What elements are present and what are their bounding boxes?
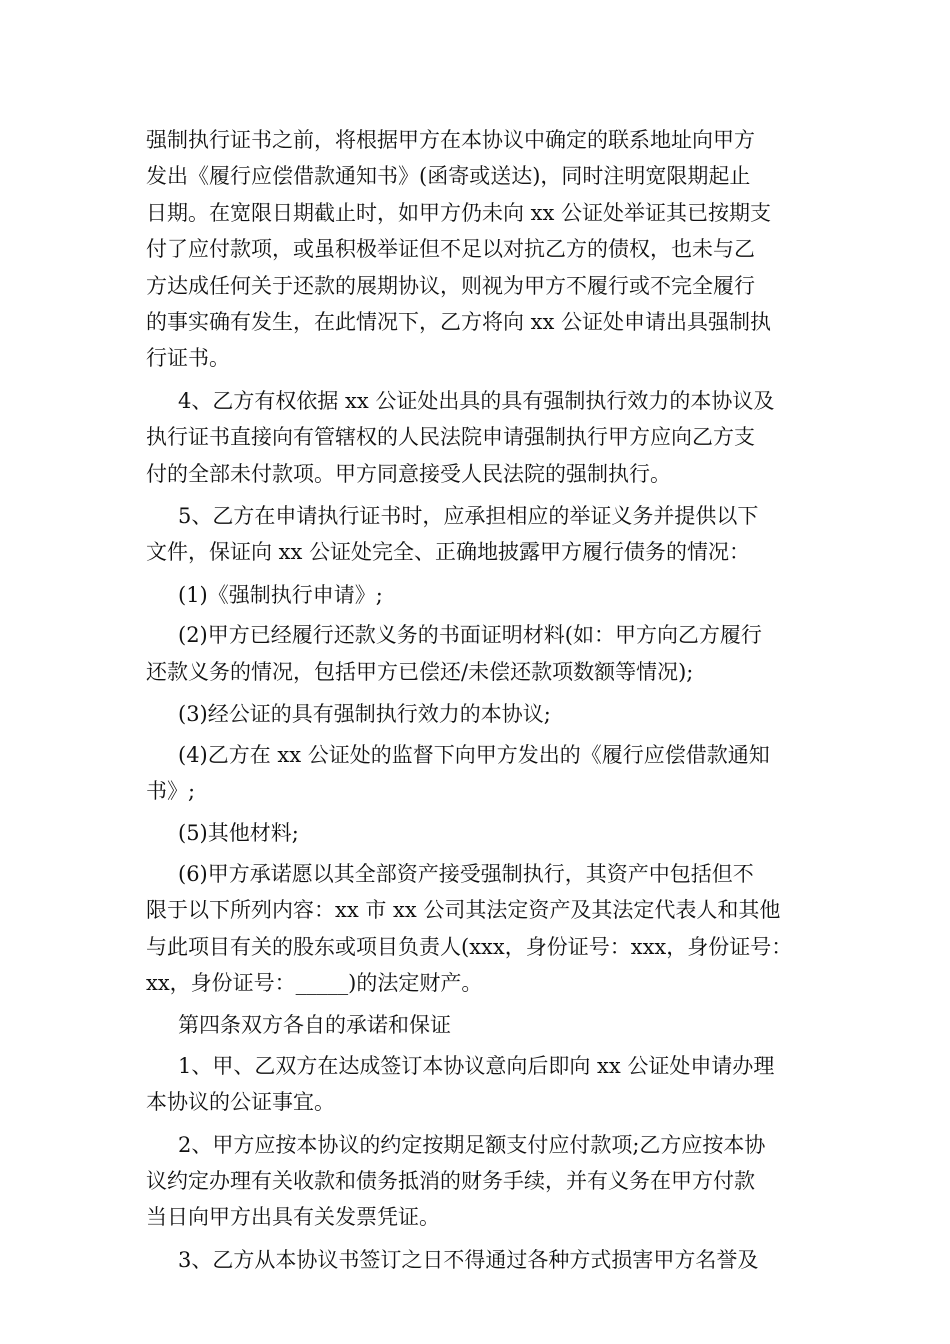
text-line: 日期。在宽限日期截止时，如甲方仍未向 xx 公证处举证其已按期支: [146, 200, 772, 225]
text-line: (5)其他材料;: [178, 821, 299, 846]
text-line: 的事实确有发生，在此情况下，乙方将向 xx 公证处申请出具强制执: [146, 310, 772, 335]
paragraph: [146, 383, 814, 492]
paragraph: [146, 737, 814, 810]
text-line: 书》;: [146, 778, 196, 803]
paragraph: [146, 122, 814, 377]
text-line: 执行证书直接向有管辖权的人民法院申请强制执行甲方应向乙方支: [146, 425, 755, 450]
text-line: (3)经公证的具有强制执行效力的本协议;: [178, 702, 551, 727]
paragraph: [146, 577, 814, 613]
text-line: 方达成任何关于还款的展期协议，则视为甲方不履行或不完全履行: [146, 273, 755, 298]
text-line: 与此项目有关的股东或项目负责人(xxx，身份证号：xxx，身份证号：: [146, 934, 793, 959]
paragraph: [146, 856, 814, 1002]
text-line: 1、甲、乙双方在达成签订本协议意向后即向 xx 公证处申请办理: [178, 1053, 775, 1078]
text-line: 本协议的公证事宜。: [146, 1090, 335, 1115]
paragraph: [146, 1127, 814, 1236]
text-line: 2、甲方应按本协议的约定按期足额支付应付款项;乙方应按本协: [178, 1132, 766, 1157]
paragraph: [146, 617, 814, 690]
text-line: 第四条双方各自的承诺和保证: [178, 1013, 451, 1038]
text-line: 4、乙方有权依据 xx 公证处出具的具有强制执行效力的本协议及: [178, 388, 775, 413]
text-line: 限于以下所列内容：xx 市 xx 公司其法定资产及其法定代表人和其他: [146, 898, 781, 923]
document-body: [146, 122, 814, 1278]
text-line: (6)甲方承诺愿以其全部资产接受强制执行，其资产中包括但不: [178, 861, 754, 886]
paragraph: [146, 498, 814, 571]
paragraph: [146, 1007, 814, 1043]
paragraph: [146, 696, 814, 732]
text-line: 发出《履行应偿借款通知书》(函寄或送达)，同时注明宽限期起止: [146, 164, 751, 189]
text-line: (2)甲方已经履行还款义务的书面证明材料(如：甲方向乙方履行: [178, 623, 762, 648]
paragraph: [146, 815, 814, 851]
text-line: 强制执行证书之前，将根据甲方在本协议中确定的联系地址向甲方: [146, 128, 755, 152]
paragraph: [146, 1242, 814, 1278]
text-line: 3、乙方从本协议书签订之日不得通过各种方式损害甲方名誉及: [178, 1247, 759, 1272]
text-line: 行证书。: [146, 346, 230, 371]
text-line: 文件，保证向 xx 公证处完全、正确地披露甲方履行债务的情况：: [146, 540, 751, 565]
text-line: (4)乙方在 xx 公证处的监督下向甲方发出的《履行应偿借款通知: [178, 742, 770, 767]
text-line: xx，身份证号：_____)的法定财产。: [146, 970, 483, 995]
text-line: (1)《强制执行申请》;: [178, 582, 383, 607]
text-line: 议约定办理有关收款和债务抵消的财务手续，并有义务在甲方付款: [146, 1168, 755, 1193]
text-line: 付了应付款项，或虽积极举证但不足以对抗乙方的债权，也未与乙: [146, 237, 755, 262]
text-line: 5、乙方在申请执行证书时，应承担相应的举证义务并提供以下: [178, 504, 759, 529]
paragraph: [146, 1048, 814, 1121]
text-line: 还款义务的情况，包括甲方已偿还/未偿还款项数额等情况);: [146, 659, 694, 684]
text-line: 付的全部未付款项。甲方同意接受人民法院的强制执行。: [146, 461, 671, 486]
text-line: 当日向甲方出具有关发票凭证。: [146, 1205, 440, 1230]
